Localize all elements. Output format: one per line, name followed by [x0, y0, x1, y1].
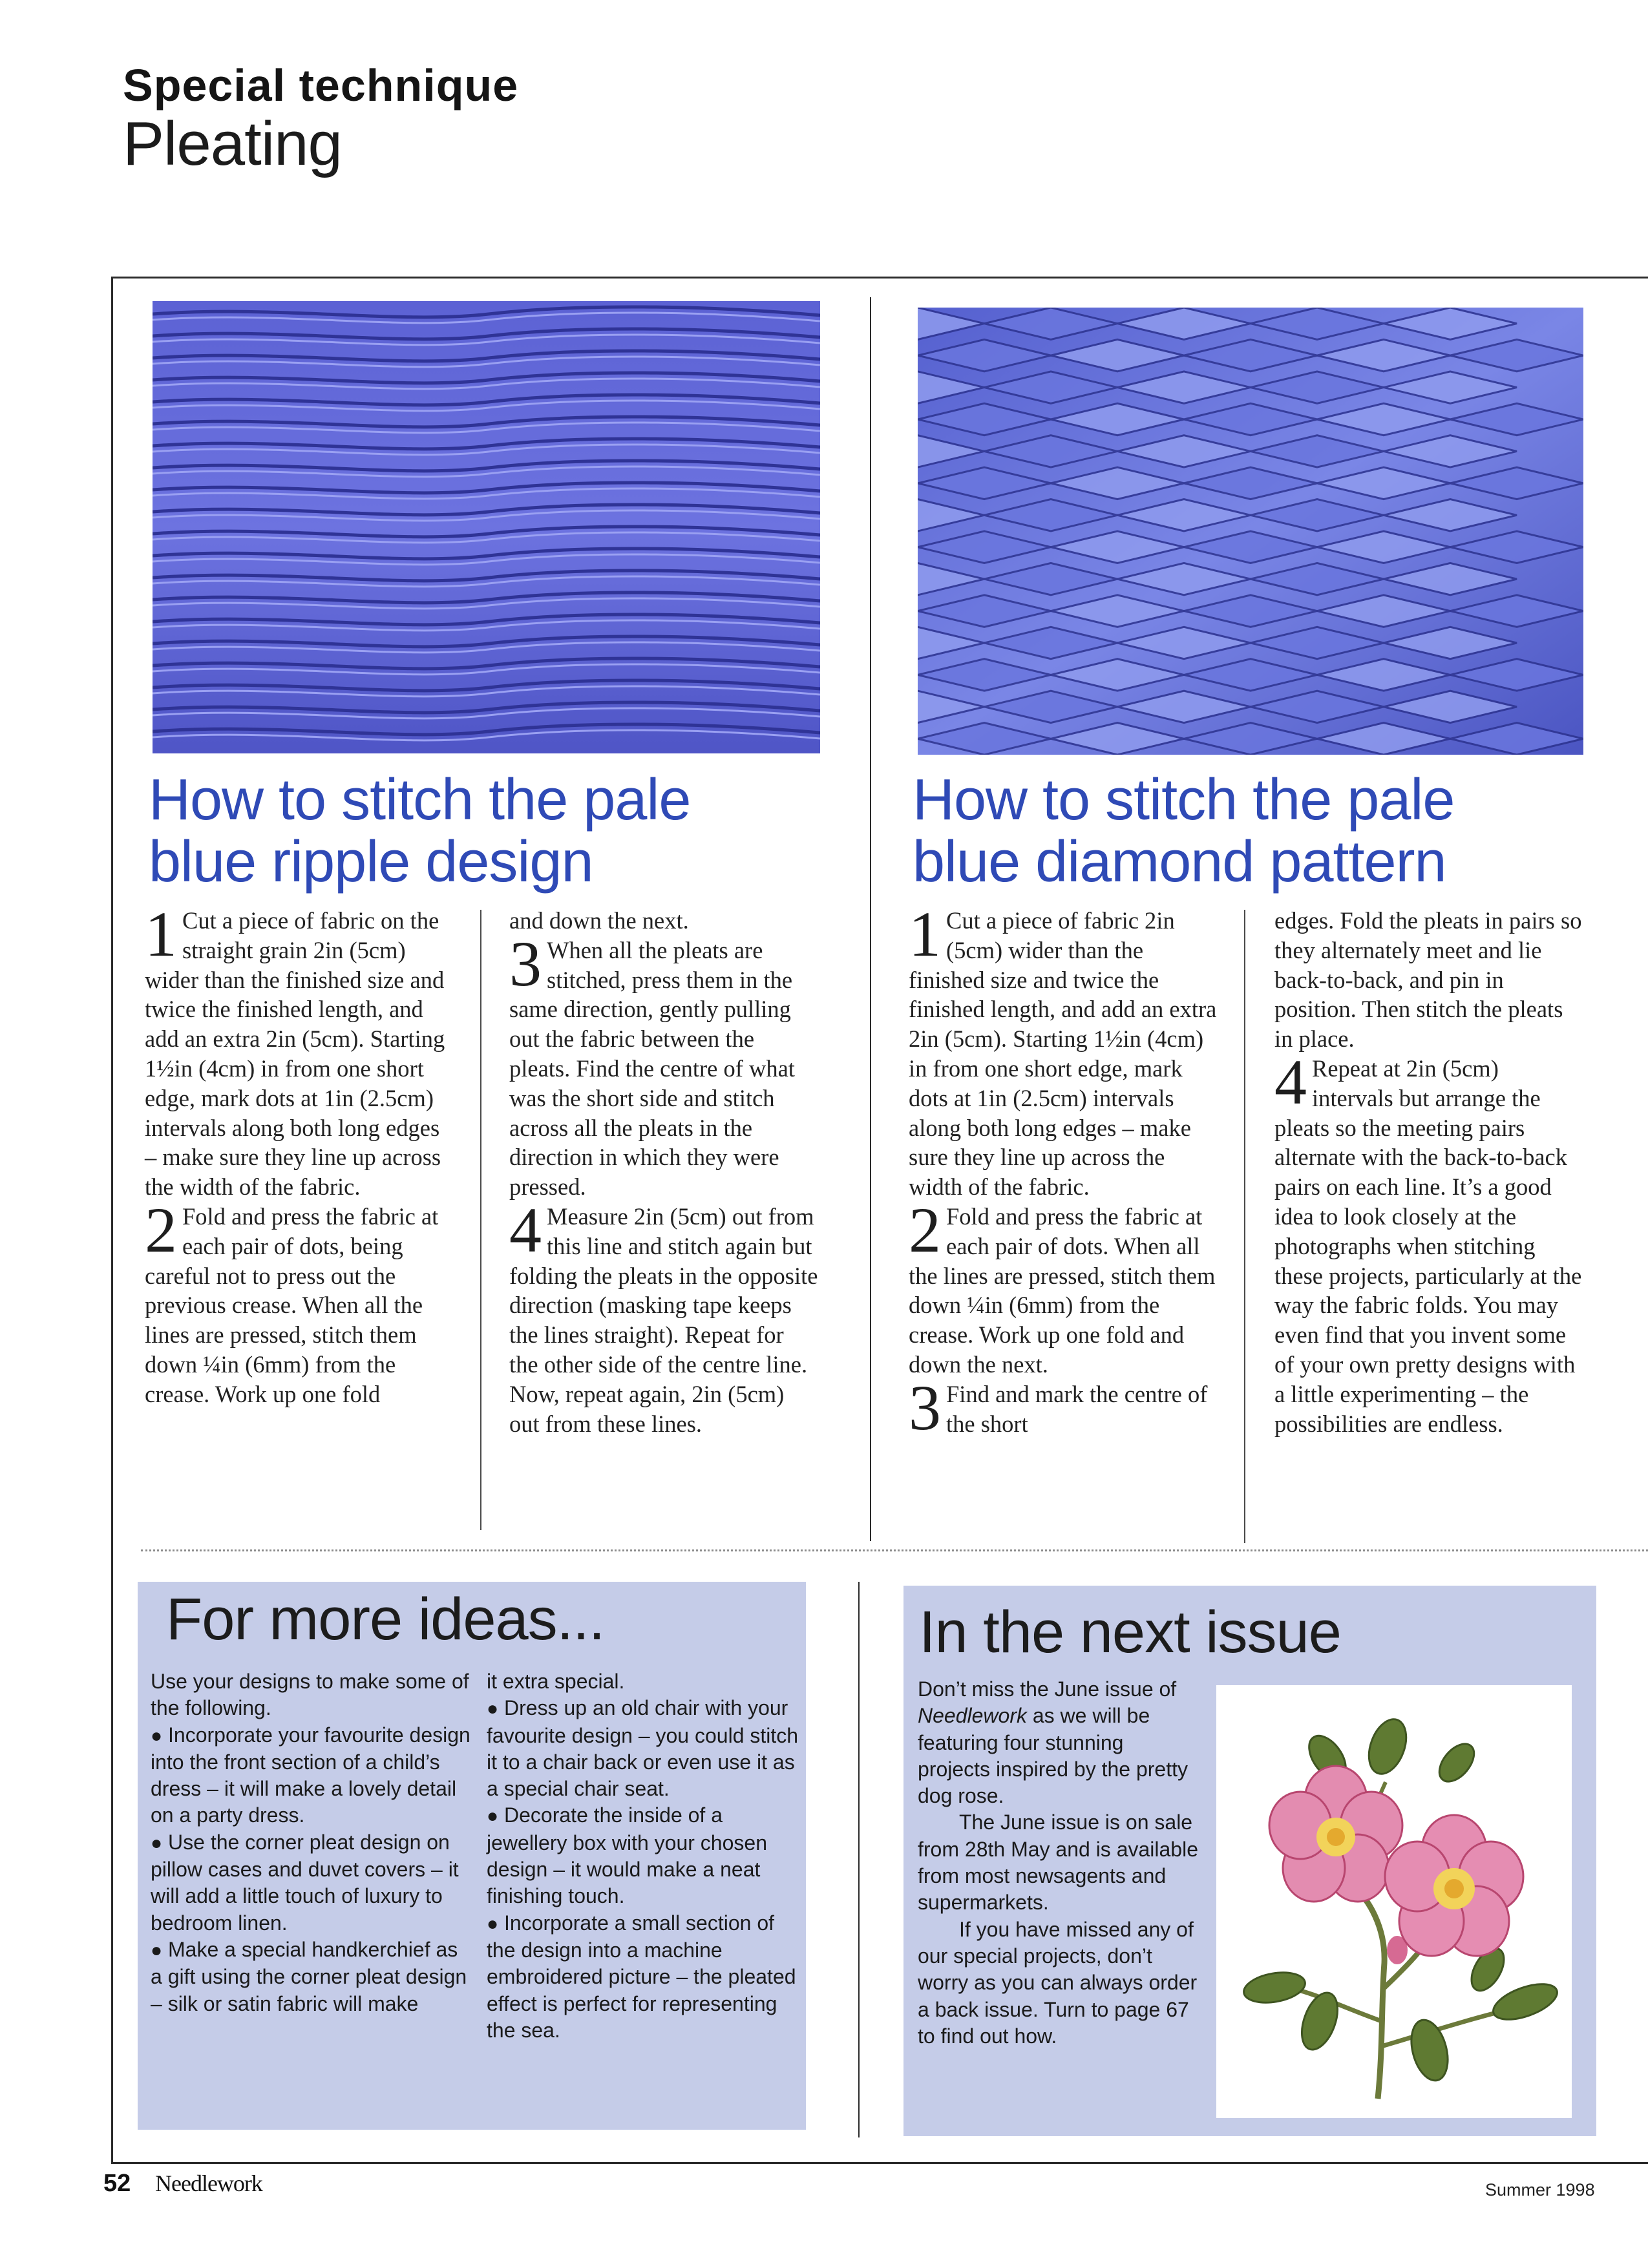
step-number: 1	[145, 898, 177, 970]
step-number: 1	[909, 898, 941, 970]
step-number: 2	[909, 1193, 941, 1266]
page-title: Pleating	[123, 109, 342, 178]
step-text: Cut a piece of fabric 2in (5cm) wider than the finished size and twice the finished length, and add an extra 2in (5cm). Starting 1½in (4cm) in from one short edge, mark dots at 1in (2.5cm) intervals along both long edges – make sure they line up across the width of the fabric.	[909, 907, 1217, 1201]
step-continuation: and down the next.	[509, 907, 689, 934]
diamond-step-3	[909, 1371, 1220, 1444]
diamond-heading	[913, 769, 1454, 893]
ideas-bullet: ● Incorporate a small section of the design into a machine embroidered picture – the pleated effect is perfect for representing the sea.	[487, 1911, 796, 2042]
ideas-bullet: ● Decorate the inside of a jewellery box with your chosen design – it would make a neat finishing touch.	[487, 1803, 767, 1908]
ideas-bullet: ● Incorporate your favourite design into the front section of a child’s dress – it will make a lovely detail on a party dress.	[151, 1723, 470, 1827]
ripple-step-4	[509, 1193, 818, 1438]
step-text: Repeat at 2in (5cm) intervals but arrange the pleats so the meeting pairs alternate with the back-to-back pairs on each line. It’s a good idea to look closely at the photographs when stitching these projects, particularly at the way the fabric folds. You may even find that you invent some of your own pretty designs with a little experimenting – the possibilities are endless.	[1274, 1055, 1582, 1437]
dotted-separator	[141, 1549, 1648, 1551]
step-number: 4	[509, 1193, 542, 1266]
bullet-icon: ●	[487, 1805, 499, 1827]
ideas-bullet: ● Use the corner pleat design on pillow cases and duvet covers – it will add a little touch of luxury to bedroom linen.	[151, 1830, 459, 1935]
step-text: Fold and press the fabric at each pair of dots. When all the lines are pressed, stitch them down ¼in (6mm) from the crease. Work up one fold and down the next.	[909, 1202, 1216, 1378]
page-number: 52	[103, 2170, 131, 2197]
more-ideas-title: For more ideas...	[166, 1586, 605, 1652]
step-continuation: edges. Fold the pleats in pairs so they alternately meet and lie back-to-back, and pin in position. Then stitch the pleats in place.	[1274, 907, 1582, 1053]
diamond-fabric-photo	[918, 308, 1583, 755]
bullet-icon: ●	[151, 1725, 163, 1747]
step-text: Find and mark the centre of the short	[946, 1380, 1208, 1437]
next-issue-box	[903, 1586, 1596, 2136]
diamond-heading-line1: How to stitch the pale	[913, 768, 1455, 832]
ripple-column-divider	[480, 910, 481, 1530]
more-ideas-col1	[151, 1668, 474, 2017]
more-ideas-box	[138, 1582, 806, 2130]
ideas-continuation: it extra special.	[487, 1670, 625, 1693]
magazine-name: Needlework	[155, 2170, 262, 2196]
column-divider-bottom	[858, 1582, 860, 2137]
section-kicker: Special technique	[123, 60, 519, 110]
step-text: Cut a piece of fabric on the straight grain 2in (5cm) wider than the finished size and twice the finished length, and add an extra 2in (5cm). Starting 1½in (4cm) in from one short edge, mark dots at 1in (2.5cm) intervals along both long edges – make sure they line up across the width of the fabric.	[145, 907, 445, 1201]
step-text: When all the pleats are stitched, press them in the same direction, gently pulling out the fabric between the pleats. Find the centre of what was the short side and stitch across all the pleats in the direction in which they were pressed.	[509, 936, 795, 1201]
step-text: Fold and press the fabric at each pair of dots, being careful not to press out the previous crease. When all the lines are pressed, stitch them down ¼in (6mm) from the crease. Work up one fold	[145, 1202, 439, 1407]
step-number: 4	[1274, 1045, 1307, 1118]
bullet-icon: ●	[487, 1698, 499, 1720]
ideas-bullet: ● Make a special handkerchief as a gift using the corner pleat design – silk or satin fabric will make	[151, 1937, 467, 2015]
frame-top-rule	[111, 277, 1648, 278]
diamond-steps-col1	[909, 898, 1220, 1444]
bullet-icon: ●	[151, 1832, 163, 1854]
bullet-icon: ●	[151, 1939, 163, 1961]
diamond-column-divider	[1244, 910, 1245, 1543]
step-number: 3	[509, 927, 542, 1000]
ripple-step-1	[145, 898, 454, 1202]
step-text: Measure 2in (5cm) out from this line and stitch again but folding the pleats in the opposite direction (masking tape keeps the lines straight). Repeat for the other side of the centre line. Now, repeat again, 2in (5cm) out from these lines.	[509, 1202, 818, 1437]
diamond-step-4	[1274, 1045, 1585, 1438]
ideas-bullet: ● Dress up an old chair with your favourite design – you could stitch it to a chair back or even use it as a special chair seat.	[487, 1696, 799, 1801]
ripple-heading	[149, 769, 690, 893]
next-issue-para1: Don’t miss the June issue of Needlework as we will be featuring four stunning projects inspired by the pretty dog rose.	[918, 1677, 1188, 1808]
diamond-step-2	[909, 1193, 1220, 1380]
ideas-intro: Use your designs to make some of the following.	[151, 1670, 469, 1720]
step-number: 2	[145, 1193, 177, 1266]
bullet-icon: ●	[487, 1913, 499, 1935]
diamond-steps-col2	[1274, 906, 1585, 1438]
ripple-steps-col2	[509, 906, 818, 1438]
column-divider-top	[870, 297, 871, 1541]
diamond-step-1	[909, 898, 1220, 1202]
diamond-heading-line2: blue diamond pattern	[913, 830, 1446, 894]
ripple-fabric-photo	[153, 301, 820, 753]
dog-rose-embroidery-image	[1216, 1685, 1572, 2118]
frame-bottom-rule	[111, 2162, 1648, 2164]
frame-left-rule	[111, 277, 113, 2163]
more-ideas-col2	[487, 1668, 802, 2044]
next-issue-para2: The June issue is on sale from 28th May and is available from most newsagents and supermarkets.	[918, 1811, 1198, 1915]
ripple-step-2	[145, 1193, 454, 1409]
step-number: 3	[909, 1371, 941, 1444]
issue-date: Summer 1998	[1485, 2180, 1595, 2200]
ripple-heading-line2: blue ripple design	[149, 830, 593, 894]
ripple-steps-col1	[145, 898, 454, 1409]
ripple-heading-line1: How to stitch the pale	[149, 768, 691, 832]
next-issue-para3: If you have missed any of our special projects, don’t worry as you can always order a back issue. Turn to page 67 to find out how.	[918, 1917, 1198, 2048]
next-issue-title: In the next issue	[919, 1599, 1341, 1665]
ripple-step-3	[509, 927, 818, 1202]
next-issue-text	[918, 1676, 1198, 2050]
